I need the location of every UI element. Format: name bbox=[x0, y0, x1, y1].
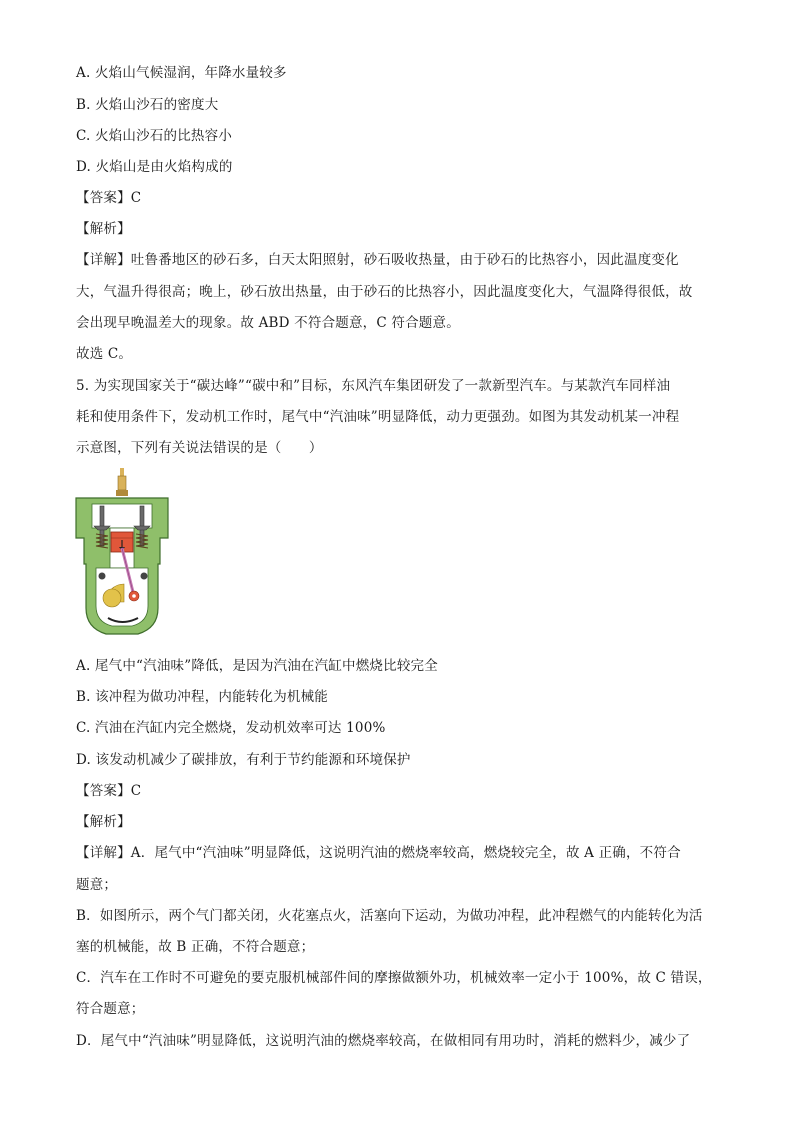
q4-conclusion: 故选 C。 bbox=[76, 346, 133, 362]
q4-option-c: C. 火焰山沙石的比热容小 bbox=[76, 128, 233, 144]
q5-option-c: C. 汽油在汽缸内完全燃烧，发动机效率可达 100% bbox=[76, 720, 386, 736]
q5-option-d: D. 该发动机减少了碳排放，有利于节约能源和环境保护 bbox=[76, 752, 411, 768]
q4-analysis-heading: 【解析】 bbox=[76, 221, 131, 237]
q5-detail-line-4: 塞的机械能，故 B 正确，不符合题意； bbox=[76, 939, 315, 955]
q5-answer: 【答案】C bbox=[76, 783, 142, 799]
q5-stem-line-3: 示意图，下列有关说法错误的是（ ） bbox=[76, 440, 323, 456]
q5-detail-line-2: 题意； bbox=[76, 877, 118, 893]
q5-stem-line-1: 5. 为实现国家关于“碳达峰”“碳中和”目标，东风汽车集团研发了一款新型汽车。与某款汽车同样油 bbox=[76, 378, 671, 394]
q5-detail-line-6: 符合题意； bbox=[76, 1001, 145, 1017]
q5-stem-line-2: 耗和使用条件下，发动机工作时，尾气中“汽油味”明显降低，动力更强劲。如图为其发动机某一冲程 bbox=[76, 409, 680, 425]
q4-answer: 【答案】C bbox=[76, 190, 142, 206]
q4-detail-line-3: 会出现早晚温差大的现象。故 ABD 不符合题意，C 符合题意。 bbox=[76, 315, 460, 331]
q4-option-d: D. 火焰山是由火焰构成的 bbox=[76, 159, 233, 175]
q5-analysis-heading: 【解析】 bbox=[76, 814, 131, 830]
q5-detail-line-3: B．如图所示，两个气门都关闭，火花塞点火，活塞向下运动，为做功冲程，此冲程燃气的内能转化为活 bbox=[76, 908, 703, 924]
q4-detail-line-2: 大，气温升得很高；晚上，砂石放出热量，由于砂石的比热容小，因此温度变化大，气温降得很低，故 bbox=[76, 284, 693, 300]
q5-option-b: B. 该冲程为做功冲程，内能转化为机械能 bbox=[76, 689, 329, 705]
q5-detail-line-7: D．尾气中“汽油味”明显降低，这说明汽油的燃烧率较高，在做相同有用功时，消耗的燃料少，减少了 bbox=[76, 1033, 691, 1049]
q5-detail-line-1: 【详解】A．尾气中“汽油味”明显降低，这说明汽油的燃烧率较高，燃烧较完全，故 A 正确，不符合 bbox=[76, 845, 681, 861]
q4-detail-line-1: 【详解】吐鲁番地区的砂石多，白天太阳照射，砂石吸收热量，由于砂石的比热容小，因此温度变化 bbox=[76, 252, 679, 268]
q4-option-a: A. 火焰山气候湿润，年降水量较多 bbox=[76, 65, 287, 81]
engine-power-stroke-diagram-icon bbox=[72, 468, 172, 640]
q4-option-b: B. 火焰山沙石的密度大 bbox=[76, 97, 219, 113]
q5-detail-line-5: C．汽车在工作时不可避免的要克服机械部件间的摩擦做额外功，机械效率一定小于 100%，故 C 错误， bbox=[76, 970, 712, 986]
q5-option-a: A. 尾气中“汽油味”降低，是因为汽油在汽缸中燃烧比较完全 bbox=[76, 658, 438, 674]
